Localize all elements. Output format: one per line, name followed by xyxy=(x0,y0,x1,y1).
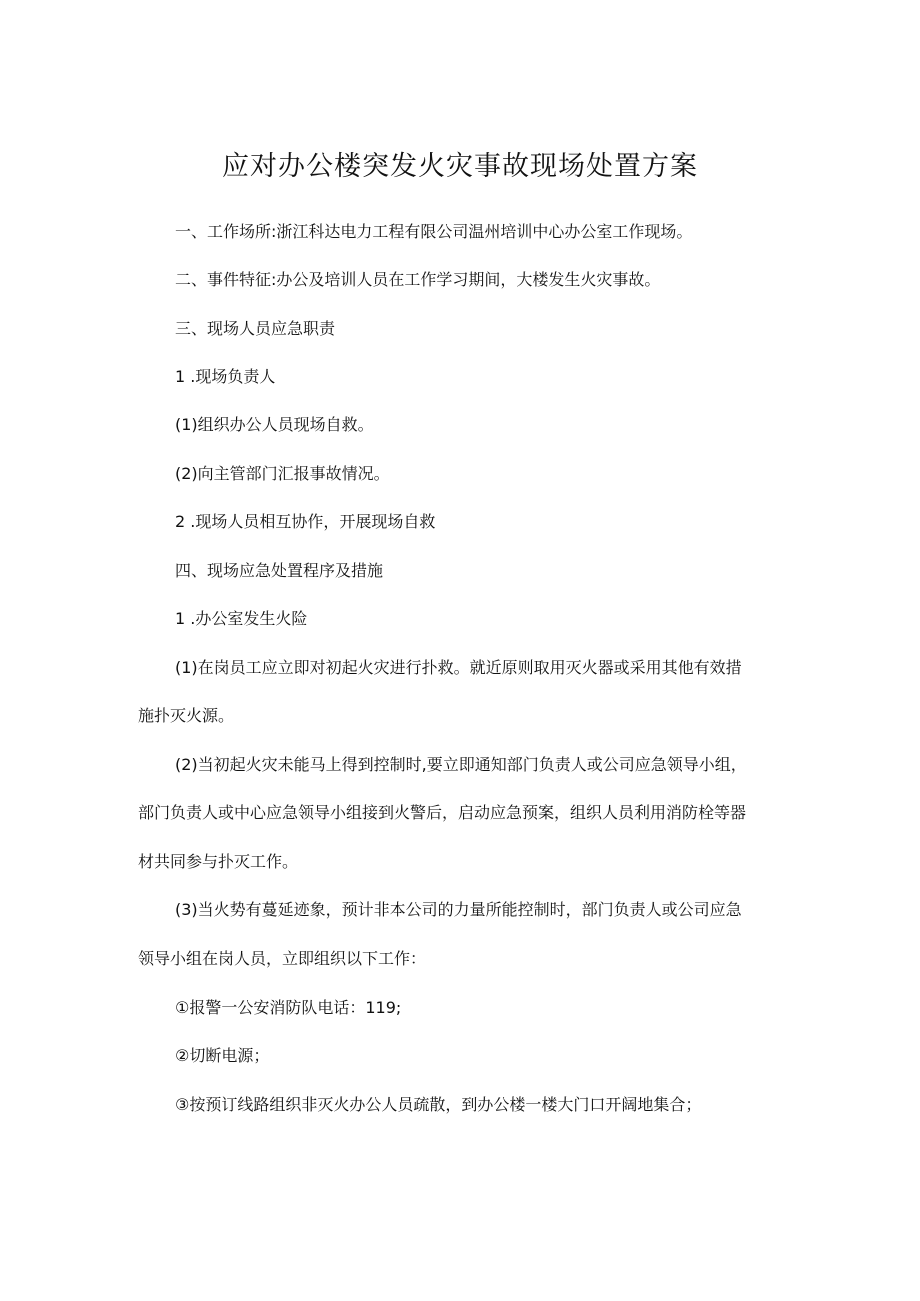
paragraph-2-line-2: 部门负责人或中心应急领导小组接到火警后，启动应急预案，组织人员利用消防栓等器 xyxy=(138,803,747,822)
paragraph-1-line-2: 施扑灭火源。 xyxy=(138,706,235,725)
step-evacuate: ③按预订线路组织非灭火办公人员疏散，到办公楼一楼大门口开阔地集合； xyxy=(175,1095,702,1114)
section-event-features: 二、事件特征:办公及培训人员在工作学习期间，大楼发生火灾事故。 xyxy=(175,270,661,289)
item-organize-self-rescue: (1)组织办公人员现场自救。 xyxy=(175,415,374,434)
paragraph-3-line-2: 领导小组在岗人员，立即组织以下工作： xyxy=(138,949,427,968)
step-call-fire-brigade: ①报警一公安消防队电话：119; xyxy=(175,998,402,1017)
item-mutual-cooperation: 2 .现场人员相互协作，开展现场自救 xyxy=(175,512,436,531)
section-emergency-duties: 三、现场人员应急职责 xyxy=(175,319,336,338)
item-report-accident: (2)向主管部门汇报事故情况。 xyxy=(175,464,390,483)
section-procedures: 四、现场应急处置程序及措施 xyxy=(175,561,384,580)
paragraph-1-line-1: (1)在岗员工应立即对初起火灾进行扑救。就近原则取用灭火器或采用其他有效措 xyxy=(175,658,742,677)
paragraph-2-line-3: 材共同参与扑灭工作。 xyxy=(138,852,299,871)
step-cut-power: ②切断电源； xyxy=(175,1046,270,1065)
item-site-leader: 1 .现场负责人 xyxy=(175,367,276,386)
section-workplace: 一、工作场所:浙江科达电力工程有限公司温州培训中心办公室工作现场。 xyxy=(175,222,693,241)
paragraph-2-line-1: (2)当初起火灾未能马上得到控制时,要立即通知部门负责人或公司应急领导小组， xyxy=(175,755,747,774)
item-office-fire: 1 .办公室发生火险 xyxy=(175,609,308,628)
document-title: 应对办公楼突发火灾事故现场处置方案 xyxy=(222,151,698,182)
paragraph-3-line-1: (3)当火势有蔓延迹象，预计非本公司的力量所能控制时，部门负责人或公司应急 xyxy=(175,900,742,919)
